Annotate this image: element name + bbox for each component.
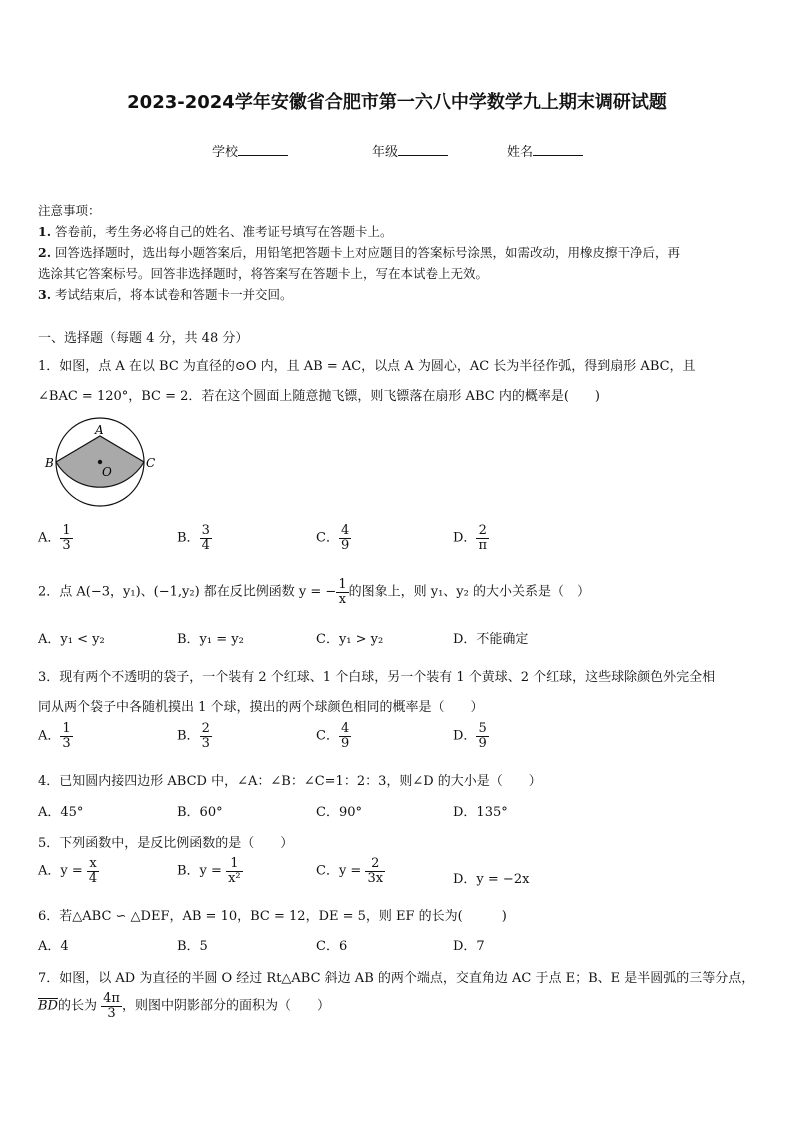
name-label: 姓名: [507, 145, 534, 160]
q2-option-c[interactable]: C．y₁ > y₂: [316, 632, 384, 647]
notes-item-3: 3. 考试结束后，将本试卷和答题卡一并交回。: [38, 287, 293, 302]
q2-line: 2．点 A(−3，y₁)、(−1,y₂) 都在反比例函数 y = − $\frac{1}{x}$ 的图象上，则 y₁、y₂ 的大小关系是（ ）: [38, 577, 590, 607]
q5-option-b[interactable]: B．y = $\frac{1}{\text{x²}}$: [177, 856, 241, 886]
q3-line1: 3．现有两个不透明的袋子，一个装有 2 个红球、1 个白球，另一个装有 1 个黄球、2 个红球，这些球除颜色外完全相: [38, 670, 716, 685]
name-field: [507, 141, 583, 160]
q3-option-d[interactable]: D． $\frac{5}{9}$: [453, 721, 487, 751]
q1-label-o: O: [102, 465, 112, 479]
q1-figure: [44, 414, 160, 512]
q1-line1: 1．如图，点 A 在以 BC 为直径的⊙O 内，且 AB = AC，以点 A 为圆心，AC 长为半径作弧，得到扇形 ABC，且: [38, 359, 696, 374]
q3-line2: 同从两个袋子中各随机摸出 1 个球，摸出的两个球颜色相同的概率是（ ）: [38, 700, 484, 715]
notes-item-2: 2. 回答选择题时，选出每小题答案后，用铅笔把答题卡上对应题目的答案标号涂黑，如需改动，用橡皮擦干净后，再: [38, 245, 681, 260]
q3-option-b[interactable]: B． $\frac{2}{3}$: [177, 721, 210, 751]
notes-block: [38, 200, 680, 305]
q1-option-a[interactable]: A． $\frac{1}{3}$: [38, 523, 71, 553]
notes-heading: 注意事项：: [38, 203, 101, 218]
q6-option-d[interactable]: D．7: [453, 939, 485, 954]
q6-option-a[interactable]: A．4: [38, 939, 69, 954]
name-blank: [533, 143, 583, 156]
q5-line: 5．下列函数中，是反比例函数的是（ ）: [38, 836, 294, 851]
q3-option-c[interactable]: C． $\frac{4}{9}$: [316, 721, 350, 751]
q1-label-b: B: [45, 456, 54, 470]
page-title: 2023-2024学年安徽省合肥市第一六八中学数学九上期末调研试题: [127, 92, 667, 113]
school-label: 学校: [212, 145, 239, 160]
school-field: [212, 141, 288, 160]
q1-line2: ∠BAC = 120°，BC = 2．若在这个圆面上随意抛飞镖，则飞镖落在扇形 ABC 内的概率是( ): [38, 389, 600, 404]
q4-option-d[interactable]: D．135°: [453, 805, 508, 820]
q2-option-d[interactable]: D．不能确定: [453, 632, 529, 647]
notes-item-1: 1. 答卷前，考生务必将自己的姓名、准考证号填写在答题卡上。: [38, 224, 393, 239]
q4-option-a[interactable]: A．45°: [38, 805, 84, 820]
q5-option-c[interactable]: C．y = $\frac{2}{3x}$: [316, 856, 384, 886]
q2-option-a[interactable]: A．y₁ < y₂: [38, 632, 105, 647]
grade-field: [372, 141, 448, 160]
grade-label: 年级: [372, 145, 399, 160]
q7-line1: 7．如图，以 AD 为直径的半圆 O 经过 Rt△ABC 斜边 AB 的两个端点，交直角边 AC 于点 E；B、E 是半圆弧的三等分点，: [38, 971, 755, 986]
q7-line2: $\overline{BD}$的长为 $\frac{4\pi}{3}$ ，则图中阴影部分的面积为（ ）: [38, 991, 330, 1021]
q6-option-b[interactable]: B．5: [177, 939, 208, 954]
q5-option-d[interactable]: D．y = −2x: [453, 872, 530, 887]
q1-option-b[interactable]: B． $\frac{3}{4}$: [177, 523, 210, 553]
q1-label-a: A: [95, 423, 104, 437]
notes-item-2-cont: 选涂其它答案标号。回答非选择题时，将答案写在答题卡上，写在本试卷上无效。: [38, 266, 489, 281]
q1-option-c[interactable]: C． $\frac{4}{9}$: [316, 523, 350, 553]
section-heading: 一、选择题（每题 4 分，共 48 分）: [38, 331, 249, 346]
q4-option-c[interactable]: C．90°: [316, 805, 362, 820]
grade-blank: [398, 143, 448, 156]
q4-option-b[interactable]: B．60°: [177, 805, 223, 820]
q2-option-b[interactable]: B．y₁ = y₂: [177, 632, 244, 647]
q6-line: 6．若△ABC ∽ △DEF，AB = 10，BC = 12，DE = 5，则 EF 的长为( ): [38, 909, 507, 924]
q1-label-c: C: [146, 456, 156, 470]
q4-line: 4．已知圆内接四边形 ABCD 中，∠A：∠B：∠C=1：2：3，则∠D 的大小是（ ）: [38, 774, 542, 789]
q1-option-d[interactable]: D． $\frac{2}{\pi}$: [453, 523, 487, 553]
q6-option-c[interactable]: C．6: [316, 939, 348, 954]
q5-option-a[interactable]: A．y = $\frac{x}{4}$: [38, 856, 98, 886]
q3-option-a[interactable]: A． $\frac{1}{3}$: [38, 721, 71, 751]
q7-arc: $\overline{BD}$: [38, 998, 58, 1014]
school-blank: [238, 143, 288, 156]
